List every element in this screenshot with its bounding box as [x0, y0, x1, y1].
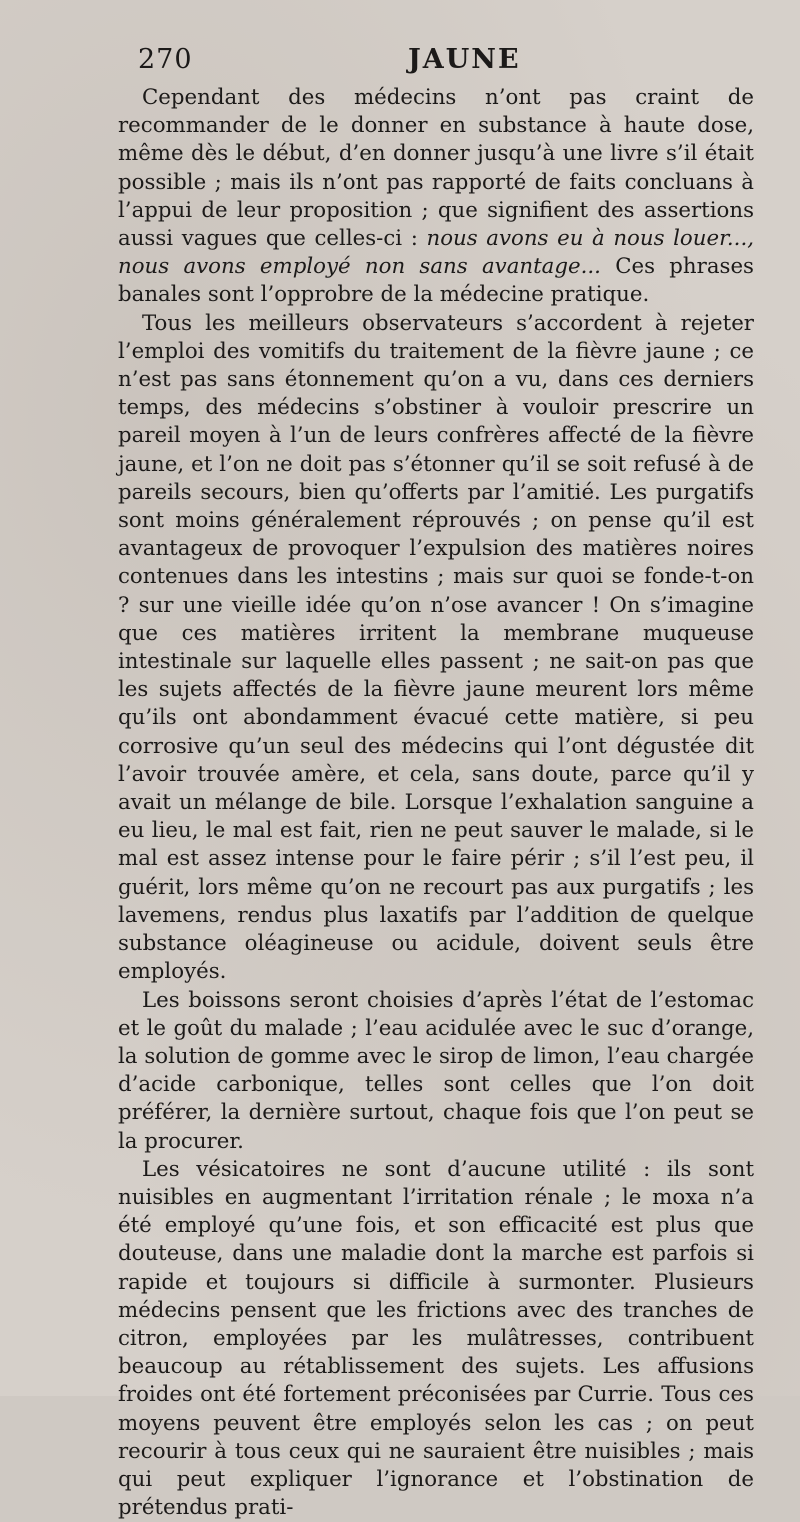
- page-number: 270: [138, 44, 193, 75]
- italic-quotation: nous avons eu à nous louer..., nous avons employé non sans avantage...: [118, 226, 754, 280]
- body-text: [118, 84, 754, 1522]
- paragraph-vesicatoires: Les vésicatoires ne sont d’aucune utilité : ils sont nuisibles en augmentant l’irritation rénale ; le moxa n’a été employé qu’une fois, et son efficacité est plus que douteuse, dans une maladie dont la marche est parfois si rapide et toujours si difficile à surmonter. Plusieurs médecins pensent que les frictions avec des tranches de citron, employées par les mulâtresses, contribuent beaucoup au rétablissement des sujets. Les affusions froides ont été fortement préconisées par Currie. Tous ces moyens peuvent être employés selon les cas ; on peut recourir à tous ceux qui ne sauraient être nuisibles ; mais qui peut expliquer l’ignorance et l’obstination de prétendus prati-: [118, 1156, 754, 1521]
- paragraph-vomitifs: Tous les meilleurs observateurs s’accordent à rejeter l’emploi des vomitifs du traitement de la fièvre jaune ; ce n’est pas sans étonnement qu’on a vu, dans ces derniers temps, des médecins s’obstiner à vouloir prescrire un pareil moyen à l’un de leurs confrères affecté de la fièvre jaune, et l’on ne doit pas s’étonner qu’il se soit refusé à de pareils secours, bien qu’offerts par l’amitié. Les purgatifs sont moins généralement réprouvés ; on pense qu’il est avantageux de provoquer l’expulsion des matières noires contenues dans les intestins ; mais sur quoi se fonde-t-on ? sur une vieille idée qu’on n’ose avancer ! On s’imagine que ces matières irritent la membrane muqueuse intestinale sur laquelle elles passent ; ne sait-on pas que les sujets affectés de la fièvre jaune meurent lors même qu’ils ont abondamment évacué cette matière, si peu corrosive qu’un seul des médecins qui l’ont dégustée dit l’avoir trouvée amère, et cela, sans doute, parce qu’il y avait un mélange de bile. Lorsque l’exhalation sanguine a eu lieu, le mal est fait, rien ne peut sauver le malade, si le mal est assez intense pour le faire périr ; s’il l’est peu, il guérit, lors même qu’on ne recourt pas aux purgatifs ; les lavemens, rendus plus laxatifs par l’addition de quelque substance oléagineuse ou acidule, doivent seuls être employés.: [118, 310, 754, 985]
- paragraph-cependant: [118, 84, 754, 310]
- paragraph-text: Ces phrases banales sont l’opprobre de la médecine pratique.: [118, 254, 754, 308]
- paragraph-text: Cependant des médecins n’ont pas craint de recommander de le donner en substance à haute dose, même dès le début, d’en donner jusqu’à une livre s’il était possible ; mais ils n’ont pas rapporté de faits concluans à l’appui de leur proposition ; que signifient des assertions aussi vagues que celles-ci :: [118, 85, 754, 252]
- running-head: JAUNE: [408, 44, 521, 75]
- page-header: [138, 44, 738, 84]
- paragraph-boissons: Les boissons seront choisies d’après l’état de l’estomac et le goût du malade ; l’eau acidulée avec le suc d’orange, la solution de gomme avec le sirop de limon, l’eau chargée d’acide carbonique, telles sont celles que l’on doit préférer, la dernière surtout, chaque fois que l’on peut se la procurer.: [118, 987, 754, 1154]
